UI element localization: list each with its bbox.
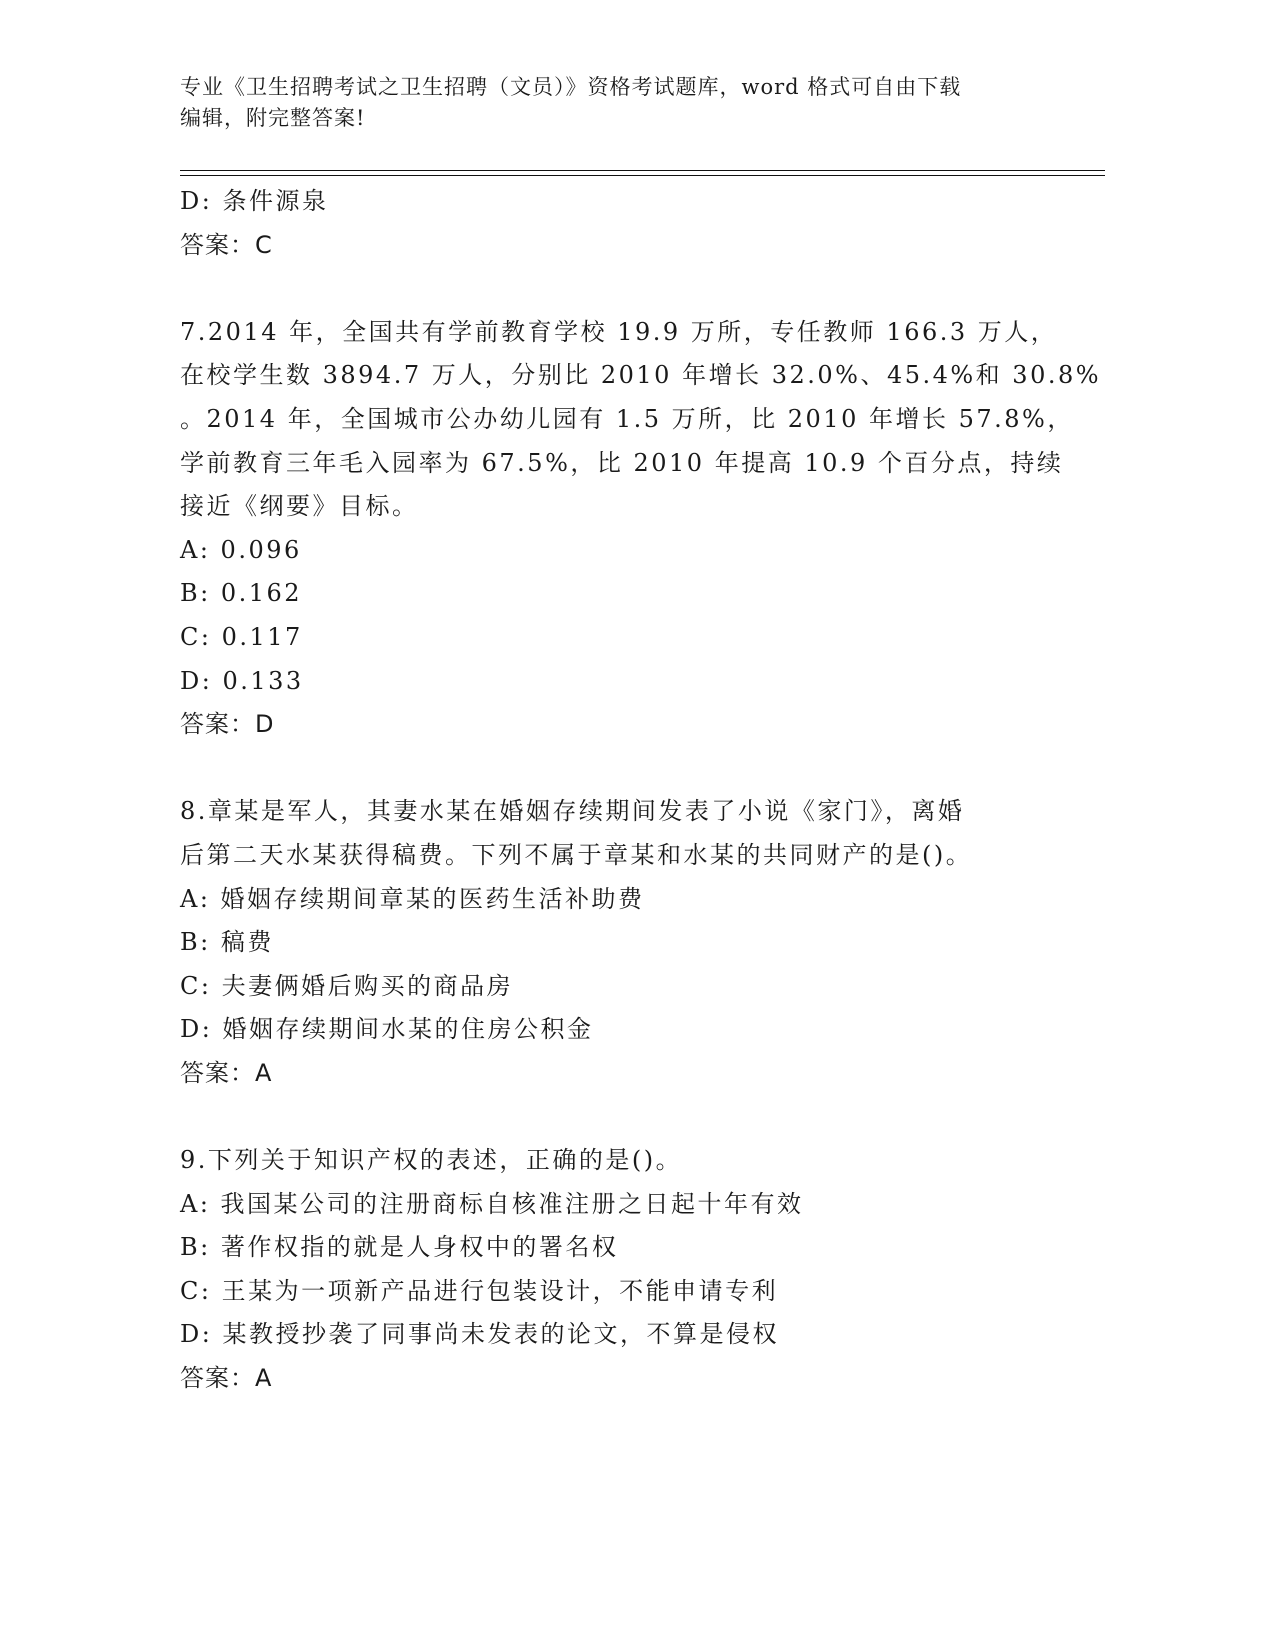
- q8-answer: 答案：A: [180, 1058, 273, 1087]
- q7-answer: 答案：D: [180, 710, 275, 739]
- prev-answer: 答案：C: [180, 230, 273, 259]
- q8-text-line: 8.章某是军人，其妻水某在婚姻存续期间发表了小说《家门》，离婚: [180, 797, 965, 826]
- spacer: [180, 1095, 1060, 1139]
- q9-option-c: C: 王某为一项新产品进行包装设计，不能申请专利: [180, 1276, 779, 1305]
- question-list: [180, 180, 1102, 1401]
- q7-text-line: 在校学生数 3894.7 万人，分别比 2010 年增长 32.0%、45.4%和 30.8%: [180, 361, 1102, 390]
- q8-option-a: A: 婚姻存续期间章某的医药生活补助费: [180, 884, 645, 913]
- q7-text-line: 学前教育三年毛入园率为 67.5%，比 2010 年提高 10.9 个百分点，持续: [180, 448, 1064, 477]
- q8-option-c: C: 夫妻俩婚后购买的商品房: [180, 971, 514, 1000]
- header-line-2: 编辑，附完整答案!: [180, 106, 366, 130]
- header-line-1: 专业《卫生招聘考试之卫生招聘（文员）》资格考试题库，word 格式可自由下载: [180, 75, 962, 99]
- q7-text-line: 接近《纲要》目标。: [180, 492, 419, 521]
- question-9: [180, 1139, 1060, 1401]
- q8-option-d: D: 婚姻存续期间水某的住房公积金: [180, 1015, 594, 1044]
- q7-option-a: A: 0.096: [180, 535, 302, 564]
- q9-option-b: B: 著作权指的就是人身权中的署名权: [180, 1233, 619, 1262]
- spacer: [180, 267, 1060, 311]
- q9-answer: 答案：A: [180, 1364, 273, 1393]
- q9-option-a: A: 我国某公司的注册商标自核准注册之日起十年有效: [180, 1189, 804, 1218]
- q7-text-line: 。2014 年，全国城市公办幼儿园有 1.5 万所，比 2010 年增长 57.8%，: [180, 404, 1074, 433]
- q9-option-d: D: 某教授抄袭了同事尚未发表的论文，不算是侵权: [180, 1320, 779, 1349]
- q7-option-b: B: 0.162: [180, 579, 303, 608]
- spacer: [180, 747, 1060, 791]
- q9-text-line: 9.下列关于知识产权的表述，正确的是()。: [180, 1146, 683, 1175]
- q8-option-b: B: 稿费: [180, 928, 274, 957]
- header-divider-top: [180, 170, 1105, 171]
- question-8: [180, 790, 1060, 1095]
- q8-text-line: 后第二天水某获得稿费。下列不属于章某和水某的共同财产的是()。: [180, 840, 973, 869]
- question-7: [180, 311, 1102, 747]
- prev-option-d: D: 条件源泉: [180, 187, 329, 215]
- q7-option-c: C: 0.117: [180, 622, 303, 651]
- q7-option-d: D: 0.133: [180, 666, 304, 695]
- header-divider-bottom: [180, 175, 1105, 176]
- document-header: [180, 72, 1060, 134]
- q7-text-line: 7.2014 年，全国共有学前教育学校 19.9 万所，专任教师 166.3 万人，: [180, 317, 1058, 346]
